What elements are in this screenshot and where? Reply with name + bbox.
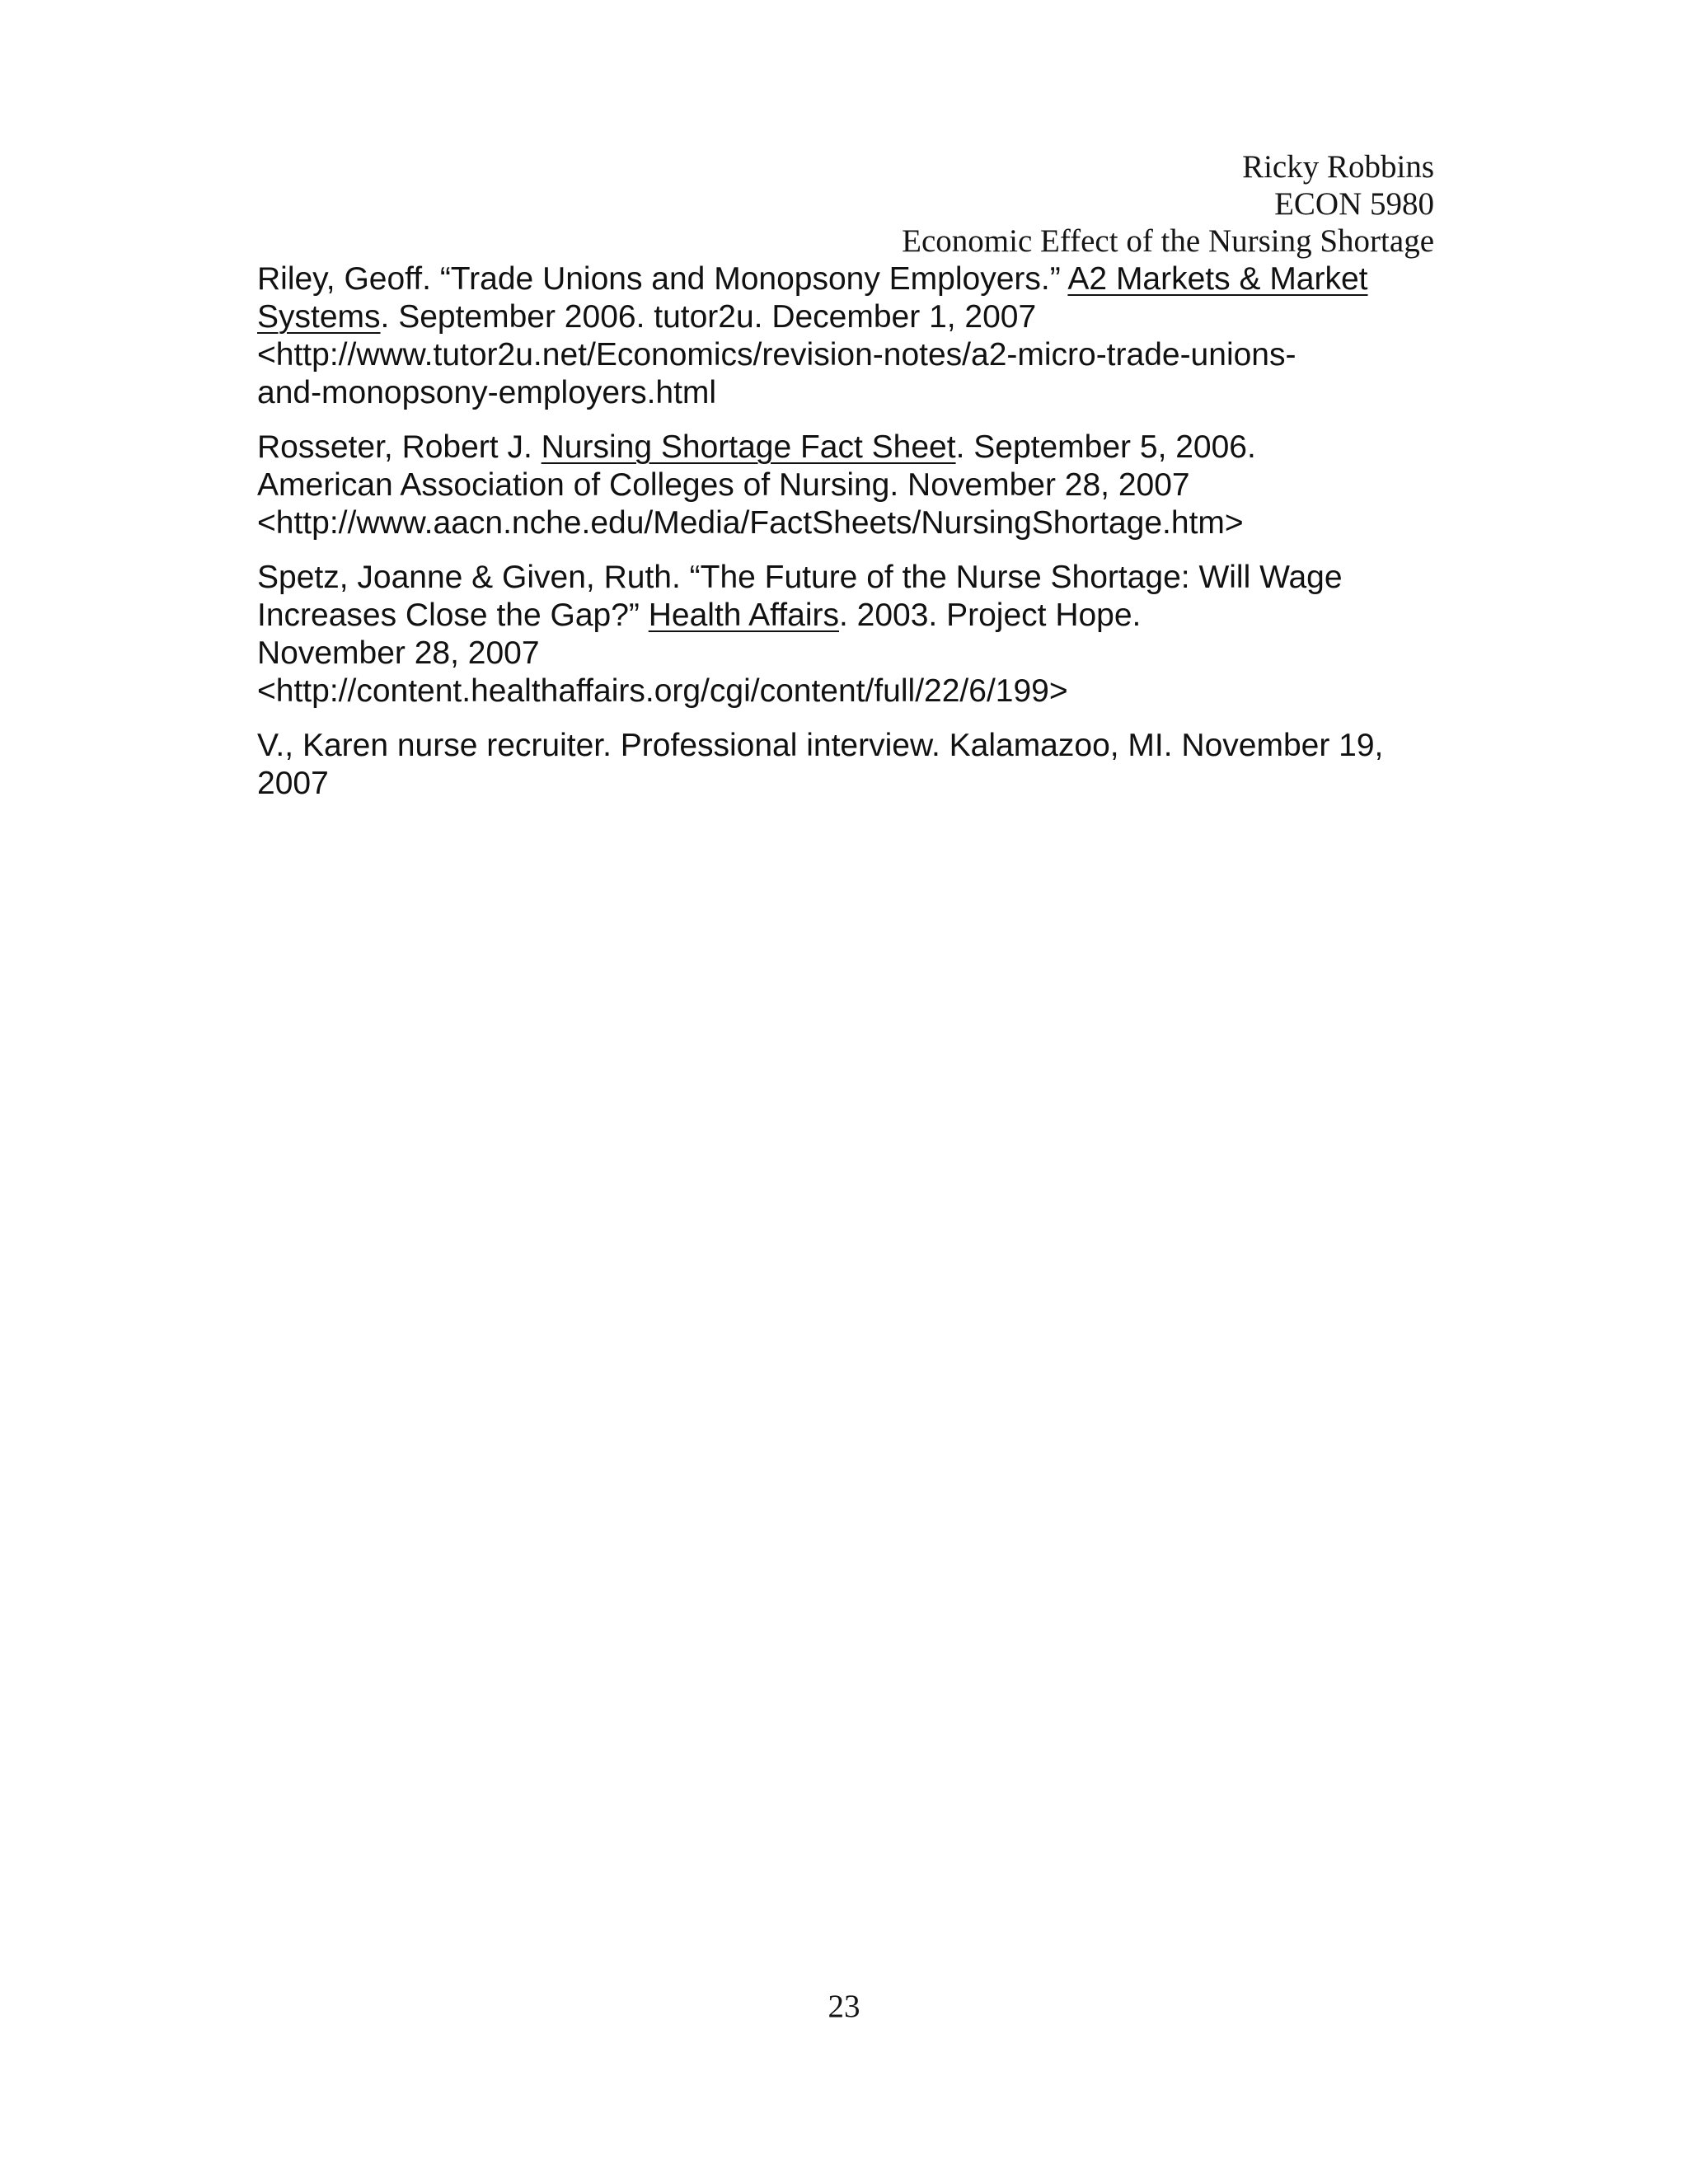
reference-source-title: A2 Markets & Market [1067,261,1368,297]
reference-text: November 28, 2007 [257,635,540,671]
reference-entry [257,429,1444,542]
reference-url: <http://www.aacn.nche.edu/Media/FactSheets/NursingShortage.htm> [257,505,1244,541]
reference-line [257,466,1444,504]
header-author: Ricky Robbins [1242,149,1434,185]
reference-entry [257,727,1444,803]
page-number: 23 [828,1989,860,2024]
reference-entry [257,559,1444,710]
reference-source-title: Systems [257,299,381,335]
reference-line [257,673,1444,710]
reference-text: . September 5, 2006. [955,429,1256,465]
reference-text: Spetz, Joanne & Given, Ruth. “The Future of the Nurse Shortage: Will Wage [257,560,1343,595]
works-cited-list [257,260,1444,819]
reference-text: . September 2006. tutor2u. December 1, 2007 [380,299,1037,335]
reference-line [257,597,1444,635]
reference-line [257,336,1444,374]
reference-line [257,635,1444,673]
reference-line [257,374,1444,412]
reference-url: and-monopsony-employers.html [257,375,717,410]
reference-line [257,504,1444,542]
reference-text: Increases Close the Gap?” [257,598,649,633]
reference-line [257,298,1444,336]
reference-text: Rosseter, Robert J. [257,429,542,465]
reference-url: <http://content.healthaffairs.org/cgi/content/full/22/6/199> [257,673,1068,709]
reference-source-title: Health Affairs [648,598,839,633]
reference-line [257,727,1444,765]
reference-text: . 2003. Project Hope. [839,598,1142,633]
reference-text: Riley, Geoff. “Trade Unions and Monopsony Employers.” [257,261,1068,297]
reference-line [257,559,1444,597]
header-paper-title: Economic Effect of the Nursing Shortage [902,223,1434,259]
reference-line [257,429,1444,466]
header-course: ECON 5980 [1274,186,1434,222]
reference-line [257,260,1444,298]
running-header [692,148,1434,260]
reference-text: American Association of Colleges of Nursing. November 28, 2007 [257,467,1190,503]
reference-text: 2007 [257,766,329,801]
reference-text: V., Karen nurse recruiter. Professional interview. Kalamazoo, MI. November 19, [257,728,1384,763]
reference-entry [257,260,1444,412]
reference-url: <http://www.tutor2u.net/Economics/revision-notes/a2-micro-trade-unions- [257,337,1296,373]
reference-line [257,765,1444,803]
reference-source-title: Nursing Shortage Fact Sheet [541,429,956,465]
